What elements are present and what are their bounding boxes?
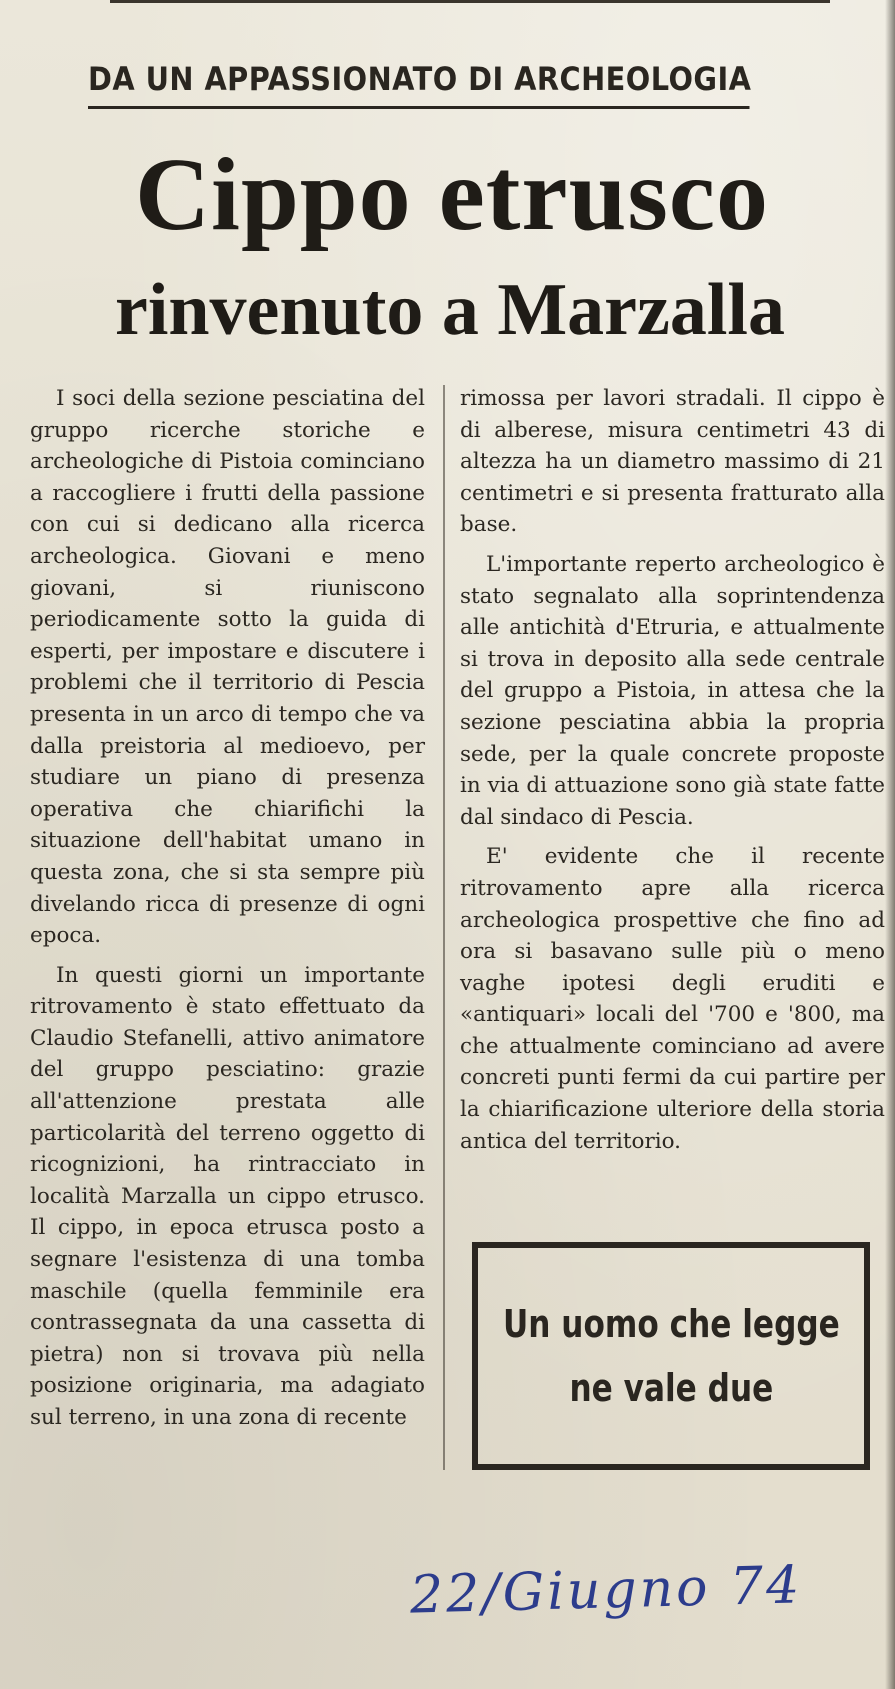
slogan-line-2: ne vale due: [569, 1366, 773, 1410]
top-rule: [110, 0, 830, 3]
right-paragraph-1: rimossa per lavori stradali. Il cippo è di alberese, misura centimetri 43 di altezza ha un diametro massimo di 21 centimetri e si presenta fratturato alla base.: [460, 386, 885, 538]
left-column: [30, 383, 425, 1434]
article-kicker: DA UN APPASSIONATO DI ARCHEOLOGIA: [88, 52, 750, 109]
clipping-shadow-edge: [885, 0, 895, 1689]
left-paragraph-2: In questi giorni un importante ritrovamento è stato effettuato da Claudio Stefanelli, attivo animatore del gruppo pesciatino: grazie all'attenzione prestata alle particolarità del terreno oggetto di ricognizioni, ha rintracciato in località Marzalla un cippo etrusco. Il cippo, in epoca etrusca posto a segnare l'esistenza di una tomba maschile (quella femminile era contrassegnata da una cassetta di pietra) non si trovava più nella posizione originaria, ma adagiato sul terreno, in una zona di recente: [30, 962, 425, 1430]
column-divider: [443, 385, 445, 1470]
slogan-line-1: Un uomo che legge: [502, 1302, 840, 1346]
article-headline-line2: rinvenuto a Marzalla: [114, 269, 785, 351]
slogan-text: [503, 1292, 840, 1420]
left-paragraph-1: I soci della sezione pesciatina del gruppo ricerche storiche e archeologiche di Pistoia cominciano a raccogliere i frutti della passione con cui si dedicano alla ricerca archeologica. Giovani e meno giovani, si riuniscono periodicamente sotto la guida di esperti, per impostare e discutere i problemi che il territorio di Pescia presenta in un arco di tempo che va dalla preistoria al medioevo, per studiare un piano di presenza operativa che chiarifichi la situazione dell'habitat umano in questa zona, che si sta sempre più divelando ricca di presenze di ogni epoca.: [30, 386, 425, 949]
right-paragraph-3: E' evidente che il recente ritrovamento apre alla ricerca archeologica prospettive che fino ad ora si basavano sulle più o meno vaghe ipotesi degli eruditi e «antiquari» locali del '700 e '800, ma che attualmente cominciano ad avere concreti punti fermi da cui partire per la chiarificazione ulteriore della storia antica del territorio.: [460, 844, 885, 1154]
right-column: [460, 383, 885, 1157]
handwritten-date: 22/Giugno 74: [409, 1555, 803, 1626]
right-paragraph-2: L'importante reperto archeologico è stato segnalato alla soprintendenza alle antichità d'Etruria, e attualmente si trova in deposito alla sede centrale del gruppo a Pistoia, in attesa che la sezione pesciatina abbia la propria sede, per la quale concrete proposte in via di attuazione sono già state fatte dal sindaco di Pescia.: [460, 551, 885, 830]
article-headline-line1: Cippo etrusco: [134, 137, 770, 252]
slogan-box: [472, 1242, 870, 1470]
